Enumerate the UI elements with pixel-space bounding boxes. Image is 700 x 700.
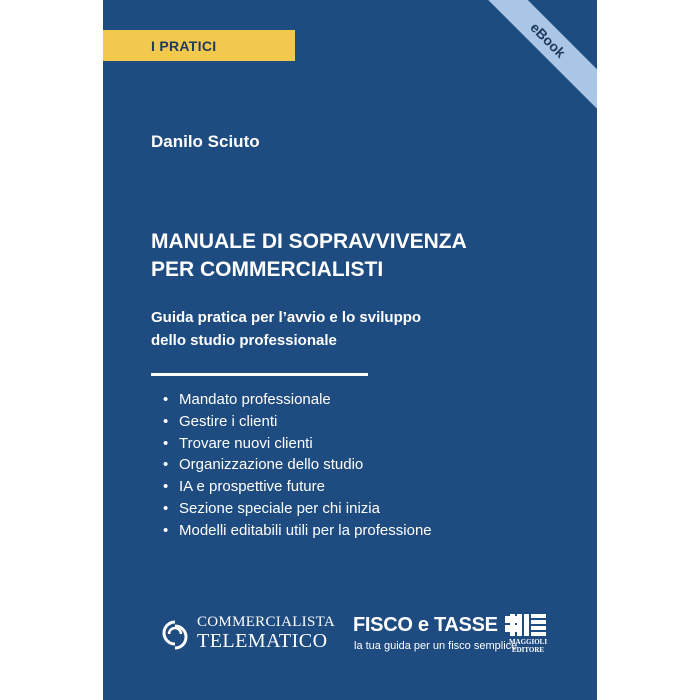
topic-item: • Mandato professionale [163, 391, 331, 408]
topic-item: • Organizzazione dello studio [163, 456, 364, 474]
commercialista-line1: COMMERCIALISTA [197, 614, 336, 630]
topic-item: • Trovare nuovi clienti [163, 434, 313, 452]
maggioli-text: MAGGIOLI EDITORE [508, 638, 548, 654]
topic-item: • IA e prospettive future [163, 478, 325, 496]
bars-icon [510, 614, 546, 636]
series-label: I PRATICI [151, 38, 217, 54]
title-line-1: MANUALE DI SOPRAVVIVENZA [151, 230, 467, 253]
ebook-label: eBook [527, 19, 569, 61]
topic-item: • Gestire i clienti [163, 412, 278, 430]
commercialista-telematico-logo [155, 612, 336, 654]
subtitle-line-1: Guida pratica per l’avvio e lo sviluppo [151, 309, 422, 326]
book-subtitle [151, 306, 571, 352]
linked-c-icon [155, 614, 195, 654]
title-line-2: PER COMMERCIALISTI [151, 258, 384, 281]
author-name: Danilo Sciuto [151, 132, 260, 151]
fisco-e-tasse-name: FISCO e TASSE [353, 614, 519, 637]
topic-list [151, 389, 432, 542]
topic-item: • Modelli editabili utili per la professione [163, 521, 432, 539]
topic-item: • Sezione speciale per chi inizia [163, 499, 380, 517]
maggioli-editore-logo [508, 614, 548, 658]
book-cover [103, 0, 597, 700]
divider-line [151, 373, 368, 376]
ebook-ribbon [471, 0, 597, 117]
subtitle-line-2: dello studio professionale [151, 332, 337, 349]
fisco-e-tasse-tagline: la tua guida per un fisco semplice [354, 640, 518, 652]
commercialista-line2: TELEMATICO [197, 630, 328, 652]
book-title [151, 228, 581, 284]
fisco-e-tasse-logo [353, 614, 518, 656]
